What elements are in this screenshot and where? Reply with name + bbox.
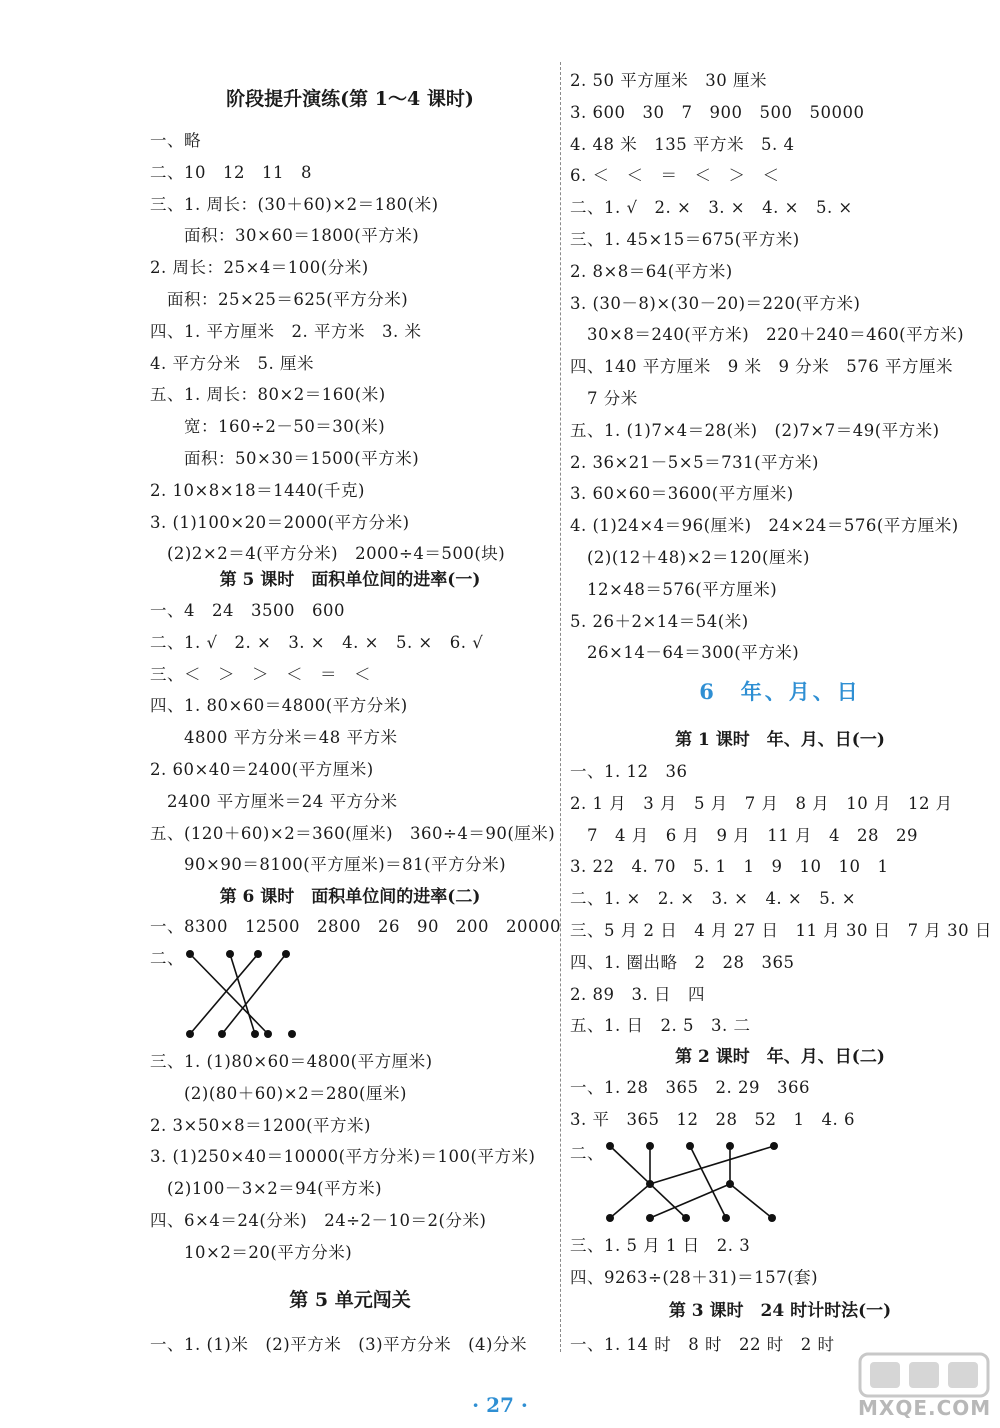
answer-line: 四、9263÷(28＋31)＝157(套) [570, 1267, 819, 1287]
answer-line: 五、1. 周长：80×2＝160(米) [150, 385, 386, 405]
match-dot [682, 1214, 690, 1222]
match-dot [646, 1214, 654, 1222]
answer-line: 二、1. × 2. × 3. × 4. × 5. × [570, 889, 857, 909]
answer-line: 2. 60×40＝2400(平方厘米) [150, 760, 374, 779]
answer-line: 面积：30×60＝1800(平方米) [150, 226, 420, 246]
answer-line: 5. 26＋2×14＝54(米) [570, 611, 749, 631]
lesson-heading-2: 第 2 课时 年、月、日(二) [675, 1047, 885, 1067]
match-dot [770, 1142, 778, 1150]
answer-line: 3. (1)250×40＝10000(平方分米)＝100(平方米) [150, 1147, 536, 1167]
answer-line: 2. 周长：25×4＝100(分米) [150, 258, 369, 278]
lesson-heading-1: 第 1 课时 年、月、日(一) [675, 730, 885, 750]
match-dot [606, 1214, 614, 1222]
match-dot [226, 950, 234, 958]
answer-line: 2. 10×8×18＝1440(千克) [150, 480, 365, 500]
answer-line: 二、10 12 11 8 [150, 162, 312, 182]
answer-line: 2. 50 平方厘米 30 厘米 [570, 71, 767, 90]
matching-diagram-2 [606, 1140, 786, 1224]
unit-title-5: 第 5 单元闯关 [289, 1289, 411, 1311]
match-dot [264, 1030, 272, 1038]
answer-line: 五、(120＋60)×2＝360(厘米) 360÷4＝90(厘米) [150, 823, 556, 843]
answer-line: 26×14－64＝300(平方米) [570, 643, 800, 663]
match-dot [768, 1214, 776, 1222]
answer-line: 面积：25×25＝625(平方分米) [150, 290, 409, 309]
answer-line: 2400 平方厘米＝24 平方分米 [150, 791, 398, 811]
answer-line: 二、1. √ 2. × 3. × 4. × 5. × [570, 198, 853, 218]
answer-line: 三、1. 45×15＝675(平方米) [570, 230, 800, 249]
lesson-heading-6: 第 6 课时 面积单位间的进率(二) [219, 887, 481, 907]
match-dot [288, 1030, 296, 1038]
answer-line: (2)(12＋48)×2＝120(厘米) [570, 548, 810, 567]
answer-line: 4800 平方分米＝48 平方米 [150, 728, 398, 748]
answer-line: 4. (1)24×4＝96(厘米) 24×24＝576(平方厘米) [570, 516, 959, 536]
match-dot [282, 950, 290, 958]
answer-line: 2. 36×21－5×5＝731(平方米) [570, 452, 819, 472]
match-dot [726, 1180, 734, 1188]
lesson-heading-5: 第 5 课时 面积单位间的进率(一) [219, 570, 481, 590]
answer-line: 一、1. 12 36 [570, 762, 688, 781]
answer-line: 7 4 月 6 月 9 月 11 月 4 28 29 [570, 825, 918, 845]
answer-line: 3. 22 4. 70 5. 1 1 9 10 10 1 [570, 857, 889, 877]
answer-line: 6. ＜ ＜ ＝ ＜ ＞ ＜ [570, 166, 780, 186]
answer-line: 10×2＝20(平方分米) [150, 1242, 353, 1262]
answer-line: 面积：50×30＝1500(平方米) [150, 449, 420, 468]
answer-line: (2)100－3×2＝94(平方米) [150, 1179, 383, 1199]
answer-line: 3. (30－8)×(30－20)＝220(平方米) [570, 293, 861, 313]
answer-line: 四、1. 80×60＝4800(平方分米) [150, 696, 408, 716]
answer-line: 二、1. √ 2. × 3. × 4. × 5. × 6. √ [150, 632, 484, 652]
answer-line: 3. 60×60＝3600(平方厘米) [570, 484, 794, 504]
answer-line: 四、1. 圈出略 2 28 365 [570, 952, 795, 972]
unit-title-6: 6 年、月、日 [699, 679, 861, 704]
match-dot [186, 950, 194, 958]
answer-line: 三、1. 5 月 1 日 2. 3 [570, 1236, 751, 1255]
watermark-logo [858, 1352, 990, 1422]
answer-line: 30×8＝240(平方米) 220＋240＝460(平方米) [570, 325, 965, 345]
answer-line: (2)(80＋60)×2＝280(厘米) [150, 1083, 407, 1103]
answer-line: 一、8300 12500 2800 26 90 200 20000 [150, 917, 561, 936]
answer-line: 4. 48 米 135 平方米 5. 4 [570, 134, 795, 154]
match-dot [251, 1030, 259, 1038]
match-dot [686, 1142, 694, 1150]
answer-line: 3. (1)100×20＝2000(平方分米) [150, 512, 410, 532]
match-dot [254, 950, 262, 958]
answer-line: 四、6×4＝24(分米) 24÷2－10＝2(分米) [150, 1211, 487, 1230]
column-divider [560, 62, 561, 1352]
answer-line: 四、140 平方厘米 9 米 9 分米 576 平方厘米 [570, 357, 953, 377]
answer-line: 三、5 月 2 日 4 月 27 日 11 月 30 日 7 月 30 日 [570, 921, 992, 940]
section-title: 阶段提升演练(第 1～4 课时) [226, 88, 474, 110]
match-label: 二、 [570, 1144, 604, 1163]
matching-diagram-1 [180, 948, 300, 1044]
answer-line: 一、1. 14 时 8 时 22 时 2 时 [570, 1335, 835, 1354]
watermark-text: MXQE.COM [858, 1396, 992, 1420]
match-dot [726, 1142, 734, 1150]
answer-line: 4. 平方分米 5. 厘米 [150, 353, 314, 373]
lesson-heading-3: 第 3 课时 24 时计时法(一) [668, 1301, 892, 1321]
answer-line: 3. 600 30 7 900 500 50000 [570, 102, 865, 122]
answer-line: 四、1. 平方厘米 2. 平方米 3. 米 [150, 321, 422, 341]
answer-line: 2. 3×50×8＝1200(平方米) [150, 1115, 371, 1135]
page-number: · 27 · [472, 1393, 528, 1417]
answer-line: 五、1. 日 2. 5 3. 二 [570, 1016, 751, 1036]
answer-line: 一、1. 28 365 2. 29 366 [570, 1078, 810, 1097]
match-dot [722, 1214, 730, 1222]
answer-line: 2. 8×8＝64(平方米) [570, 261, 733, 281]
answer-line: 五、1. (1)7×4＝28(米) (2)7×7＝49(平方米) [570, 420, 940, 440]
answer-line: 一、1. (1)米 (2)平方米 (3)平方分米 (4)分米 [150, 1335, 527, 1354]
answer-line: 三、1. 周长：(30＋60)×2＝180(米) [150, 194, 439, 214]
match-dot [646, 1180, 654, 1188]
answer-line: 12×48＝576(平方厘米) [570, 579, 778, 599]
answer-line: 90×90＝8100(平方厘米)＝81(平方分米) [150, 855, 507, 875]
answer-line: 一、略 [150, 131, 201, 150]
answer-line: 3. 平 365 12 28 52 1 4. 6 [570, 1109, 855, 1129]
match-dot [646, 1142, 654, 1150]
answer-line: (2)2×2＝4(平方分米) 2000÷4＝500(块) [150, 544, 506, 564]
answer-line: 一、4 24 3500 600 [150, 601, 345, 620]
match-label: 二、 [150, 949, 184, 968]
answer-line: 2. 89 3. 日 四 [570, 984, 705, 1004]
watermark-stamp-icon [858, 1352, 990, 1398]
answer-line: 宽：160÷2－50＝30(米) [150, 417, 386, 437]
answer-line: 三、＜ ＞ ＞ ＜ ＝ ＜ [150, 664, 371, 684]
answer-line: 7 分米 [570, 389, 638, 408]
match-dot [606, 1142, 614, 1150]
match-dot [218, 1030, 226, 1038]
answer-line: 2. 1 月 3 月 5 月 7 月 8 月 10 月 12 月 [570, 793, 953, 813]
answer-line: 三、1. (1)80×60＝4800(平方厘米) [150, 1052, 433, 1071]
match-dot [186, 1030, 194, 1038]
